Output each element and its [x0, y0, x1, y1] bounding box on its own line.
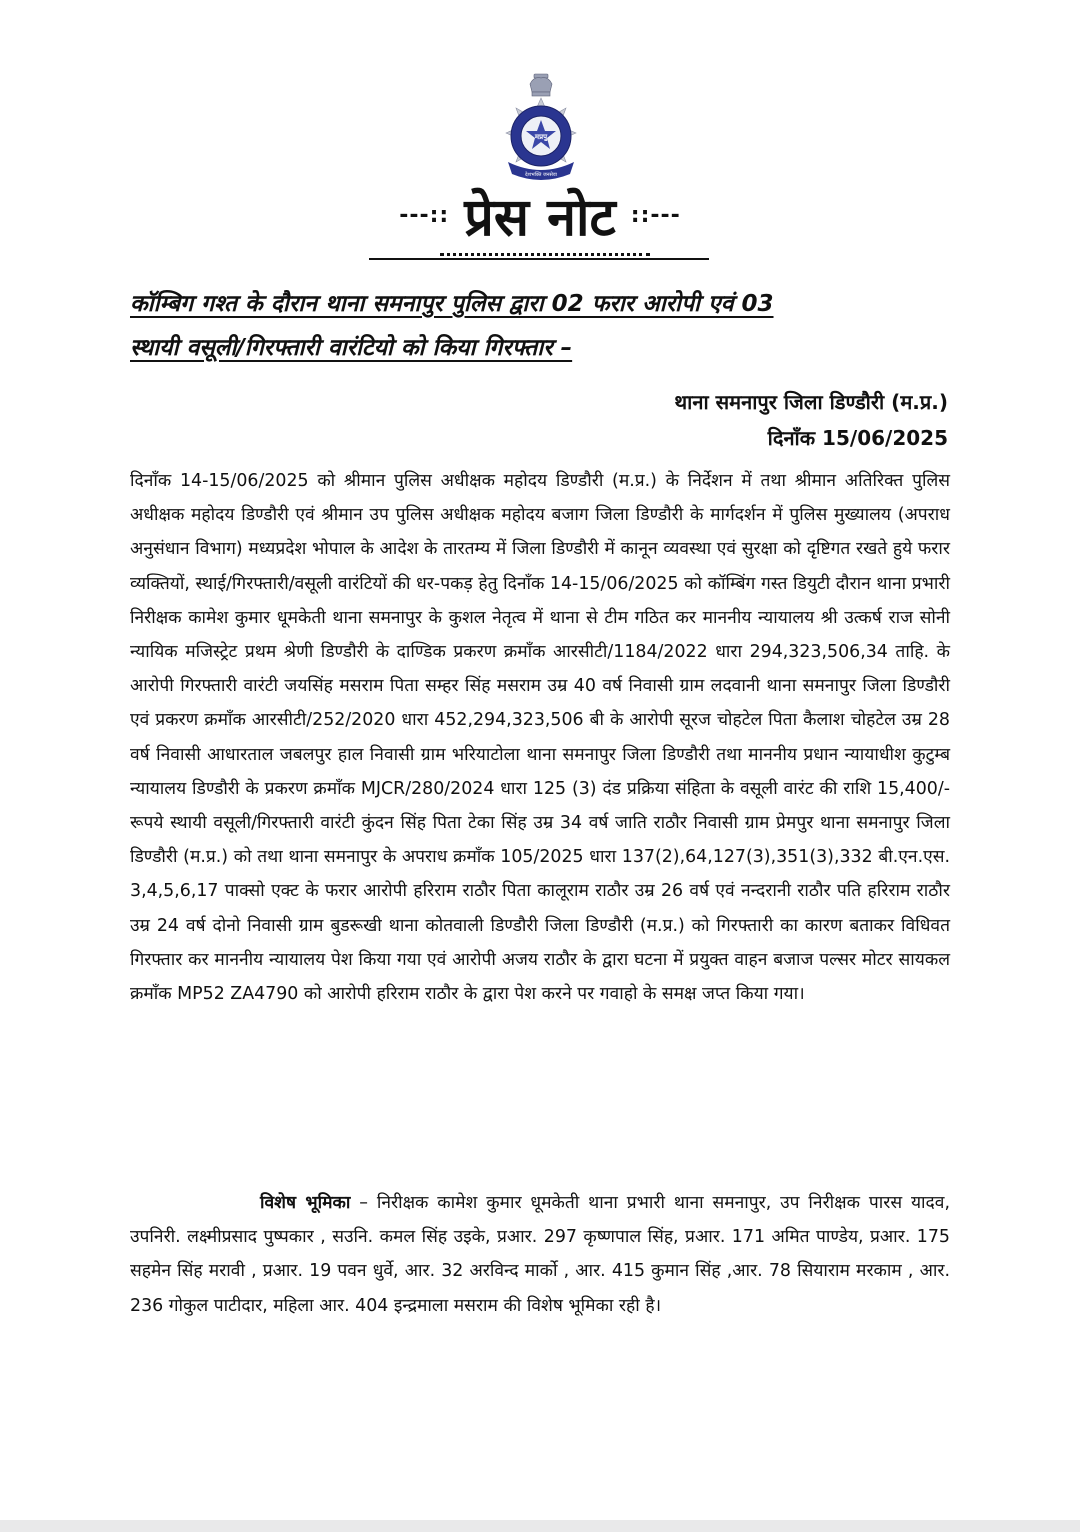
title-dotted-line [440, 253, 650, 256]
date-line: दिनाँक 15/06/2025 [767, 426, 948, 450]
station-name: थाना समनापुर जिला डिण्डौरी (म.प्र.) [674, 390, 948, 414]
body-paragraph: दिनाँक 14-15/06/2025 को श्रीमान पुलिस अधीक्षक महोदय डिण्डौरी (म.प्र.) के निर्देशन में तथा श्रीमान अतिरिक्त पुलिस अधीक्षक महोदय डिण्डौरी एवं श्रीमान उप पुलिस अधीक्षक महोदय बजाग जिला डिण्डौरी के मार्गदर्शन में पुलिस मुख्यालय (अपराध अनुसंधान विभाग) मध्यप्रदेश भोपाल के आदेश के तारतम्य में जिला डिण्डौरी में कानून व्यवस्था एवं सुरक्षा को दृष्टिगत रखते हुये फरार व्यक्तियों, स्थाई/गिरफ्तारी/वसूली वारंटियों की धर-पकड़ हेतु दिनाँक 14-15/06/2025 को कॉम्बिंग गस्त डियुटी दौरान थाना प्रभारी निरीक्षक कामेश कुमार धूमकेती थाना समनापुर के कुशल नेतृत्व में थाना से टीम गठित कर माननीय न्यायालय श्री उत्कर्ष राज सोनी न्यायिक मजिस्ट्रेट प्रथम श्रेणी डिण्डौरी के दाण्डिक प्रकरण क्रमाँक आरसीटी/1184/2022 धारा 294,323,506,34 ताहि. के आरोपी गिरफ्तारी वारंटी जयसिंह मसराम पिता सम्हर सिंह मसराम उम्र 40 वर्ष निवासी ग्राम लदवानी थाना समनापुर जिला डिण्डौरी एवं प्रकरण क्रमाँक आरसीटी/252/2020 धारा 452,294,323,506 बी के आरोपी सूरज चोहटेल पिता कैलाश चोहटेल उम्र 28 वर्ष निवासी आधारताल जबलपुर हाल निवासी ग्राम भरियाटोला थाना समनापुर जिला डिण्डौरी तथा माननीय प्रधान न्यायाधीश कुटुम्ब न्यायालय डिण्डौरी के प्रकरण क्रमाँक MJCR/280/2024 धारा 125 (3) दंड प्रक्रिया संहिता के वसूली वारंट की राशि 15,400/- रूपये स्थायी वसूली/गिरफ्तारी वारंटी कुंदन सिंह पिता टेका सिंह उम्र 34 वर्ष जाति राठौर निवासी ग्राम प्रेमपुर थाना समनापुर जिला डिण्डौरी (म.प्र.) को तथा थाना समनापुर के अपराध क्रमाँक 105/2025 धारा 137(2),64,127(3),351(3),332 बी.एन.एस. 3,4,5,6,17 पाक्सो एक्ट के फरार आरोपी हरिराम राठौर पिता कालूराम राठौर उम्र 26 वर्ष एवं नन्दरानी राठौर पति हरिराम राठौर उम्र 24 वर्ष दोनो निवासी ग्राम बुडरूखी थाना कोतवाली डिण्डौरी जिला डिण्डौरी (म.प्र.) को गिरफ्तारी का कारण बताकर विधिवत गिरफ्तार कर माननीय न्यायालय पेश किया गया एवं आरोपी अजय राठौर के द्वारा घटना में प्रयुक्त वाहन बजाज पल्सर मोटर सायकल क्रमाँक MP52 ZA4790 को आरोपी हरिराम राठौर के द्वारा पेश करने पर गवाहो के समक्ष जप्त किया गया। [130, 471, 950, 1005]
police-emblem-icon [478, 70, 604, 188]
headline [130, 282, 950, 370]
headline-line-1: कॉम्बिग गश्त के दौरान थाना समनापुर पुलिस द्वारा 02 फरार आरोपी एवं 03 [130, 291, 774, 317]
svg-text:देशभक्ति जनसेवा: देशभक्ति जनसेवा [525, 172, 557, 178]
special-role-text: – निरीक्षक कामेश कुमार धूमकेती थाना प्रभारी थाना समनापुर, उप निरीक्षक पारस यादव, उपनिरी. लक्ष्मीप्रसाद पुष्पकार , सउनि. कमल सिंह उइके, प्रआर. 297 कृष्णपाल सिंह, प्रआर. 171 अमित पाण्डेय, प्रआर. 175 सहमेन सिंह मरावी , प्रआर. 19 पवन धुर्वे, आर. 32 अरविन्द मार्को , आर. 415 कुमान सिंह ,आर. 78 सियाराम मरकाम , आर. 236 गोकुल पाटीदार, महिला आर. 404 इन्द्रमाला मसराम की विशेष भूमिका रही है। [130, 1193, 950, 1316]
svg-text:मप्रपु: मप्रपु [534, 133, 548, 141]
title-left-deco: ---:: [399, 203, 450, 228]
title-underline [369, 258, 709, 260]
title-text: प्रेस नोट [464, 188, 616, 248]
title-right-deco: ::--- [630, 203, 681, 228]
press-note-title [0, 180, 1080, 251]
headline-line-2: स्थायी वसूली/गिरफ्तारी वारंटियो को किया गिरफ्तार – [130, 335, 573, 361]
special-role-paragraph [130, 1186, 950, 1323]
bottom-strip [0, 1520, 1080, 1532]
special-role-label: विशेष भूमिका [260, 1193, 351, 1213]
